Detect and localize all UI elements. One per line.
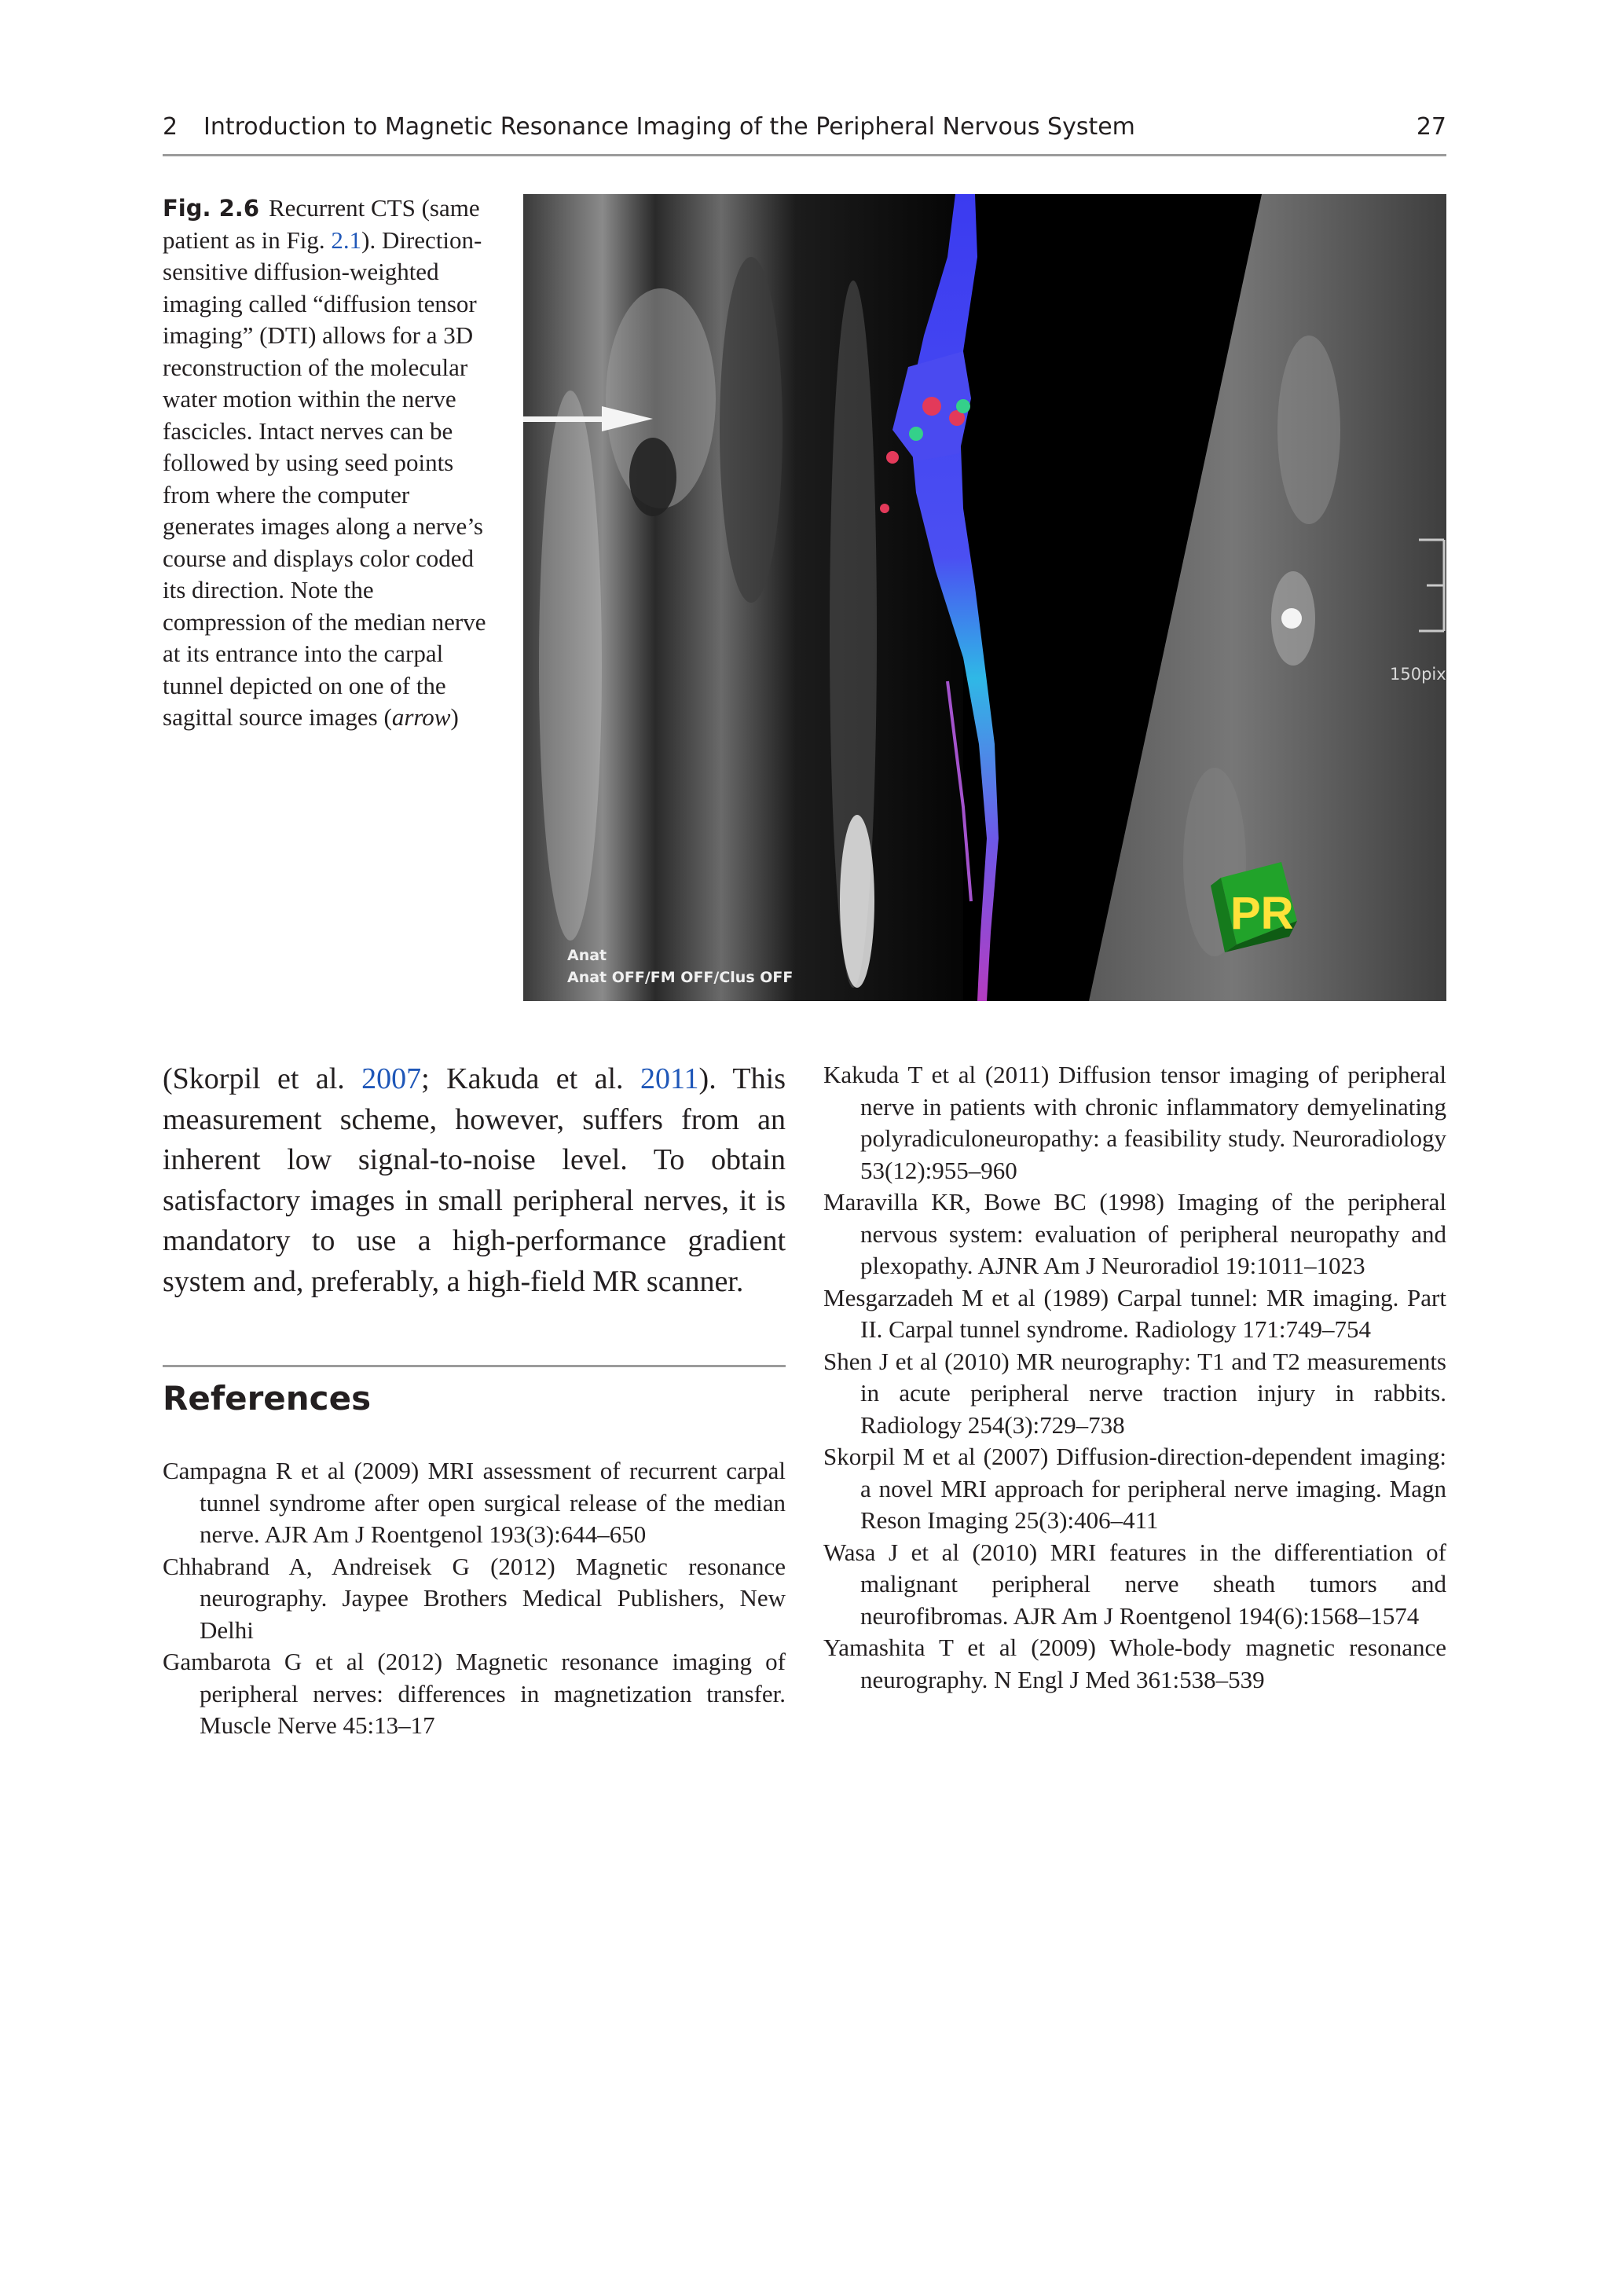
overlay-line-1: Anat [567, 947, 607, 964]
para-text-a: (Skorpil et al. [163, 1062, 362, 1095]
reference-item: Skorpil M et al (2007) Diffusion-direction-dependent imaging: a novel MRI approach for peripheral nerve imaging. Magn Reson Imaging 25(3):406–411 [823, 1443, 1446, 1534]
figure-label: Fig. 2.6 [163, 195, 259, 222]
para-text-c: ). This measurement scheme, however, suffers from an inherent low signal-to-noise level. To obtain satisfactory images in small peripheral nerves, it is mandatory to use a high-performance gradient system and, preferably, a high-field MR scanner. [163, 1062, 786, 1298]
references-heading: References [163, 1379, 372, 1418]
cube-letters: PR [1230, 888, 1294, 939]
references-list-left [163, 1455, 786, 1742]
page-number: 27 [1416, 113, 1446, 141]
references-rule [163, 1365, 786, 1367]
reference-item: Chhabrand A, Andreisek G (2012) Magnetic resonance neurography. Jaypee Brothers Medical Publishers, New Delhi [163, 1552, 786, 1644]
running-header [163, 110, 1446, 146]
citation-link-2007[interactable]: 2007 [361, 1062, 422, 1095]
scale-label: 150pix [1390, 665, 1446, 684]
reference-item: Mesgarzadeh M et al (1989) Carpal tunnel: MR imaging. Part II. Carpal tunnel syndrome. Radiology 171:749–754 [823, 1283, 1446, 1343]
header-rule [163, 154, 1446, 156]
body-paragraph [163, 1059, 786, 1302]
reference-item: Maravilla KR, Bowe BC (1998) Imaging of the peripheral nervous system: evaluation of peripheral neuropathy and plexopathy. AJNR Am J Neuroradiol 19:1011–1023 [823, 1188, 1446, 1279]
reference-item: Yamashita T et al (2009) Whole-body magnetic resonance neurography. N Engl J Med 361:538–539 [823, 1634, 1446, 1693]
citation-link-2011[interactable]: 2011 [640, 1062, 699, 1095]
reference-item: Shen J et al (2010) MR neurography: T1 and T2 measurements in acute peripheral nerve traction injury in rabbits. Radiology 254(3):729–738 [823, 1347, 1446, 1439]
para-text-b: ; Kakuda et al. [421, 1062, 640, 1095]
caption-text-start: Recurrent CTS (same patient as in Fig. [163, 194, 480, 254]
reference-item: Campagna R et al (2009) MRI assessment of recurrent carpal tunnel syndrome after open surgical release of the median nerve. AJR Am J Roentgenol 193(3):644–650 [163, 1457, 786, 1548]
chapter-title: Introduction to Magnetic Resonance Imaging of the Peripheral Nervous System [203, 113, 1135, 141]
dti-figure-image [523, 194, 1446, 1001]
caption-text-end: ) [450, 703, 459, 731]
figure-link[interactable]: 2.1 [331, 226, 362, 254]
chapter-number: 2 [163, 113, 178, 141]
overlay-line-2: Anat OFF/FM OFF/Clus OFF [567, 969, 794, 986]
figure-caption [163, 193, 500, 734]
references-list-right [823, 1059, 1446, 1696]
reference-item: Gambarota G et al (2012) Magnetic resonance imaging of peripheral nerves: differences in magnetization transfer. Muscle Nerve 45:13–17 [163, 1648, 786, 1739]
reference-item: Wasa J et al (2010) MRI features in the differentiation of malignant peripheral nerve sheath tumors and neurofibromas. AJR Am J Roentgenol 194(6):1568–1574 [823, 1538, 1446, 1630]
caption-italic: arrow [391, 703, 451, 731]
caption-text-body: ). Direction-sensitive diffusion-weighted imaging called “diffusion tensor imaging” (DTI) allows for a 3D reconstruction of the molecular water motion within the nerve fascicles. Intact nerves can be followed by using seed points from where the computer generates images along a nerve’s course and displays color coded its direction. Note the compression of the median nerve at its entrance into the carpal tunnel depicted on one of the sagittal source images ( [163, 226, 486, 731]
reference-item: Kakuda T et al (2011) Diffusion tensor imaging of peripheral nerve in patients with chronic inflammatory demyelinating polyradiculoneuropathy: a feasibility study. Neuroradiology 53(12):955–960 [823, 1061, 1446, 1184]
